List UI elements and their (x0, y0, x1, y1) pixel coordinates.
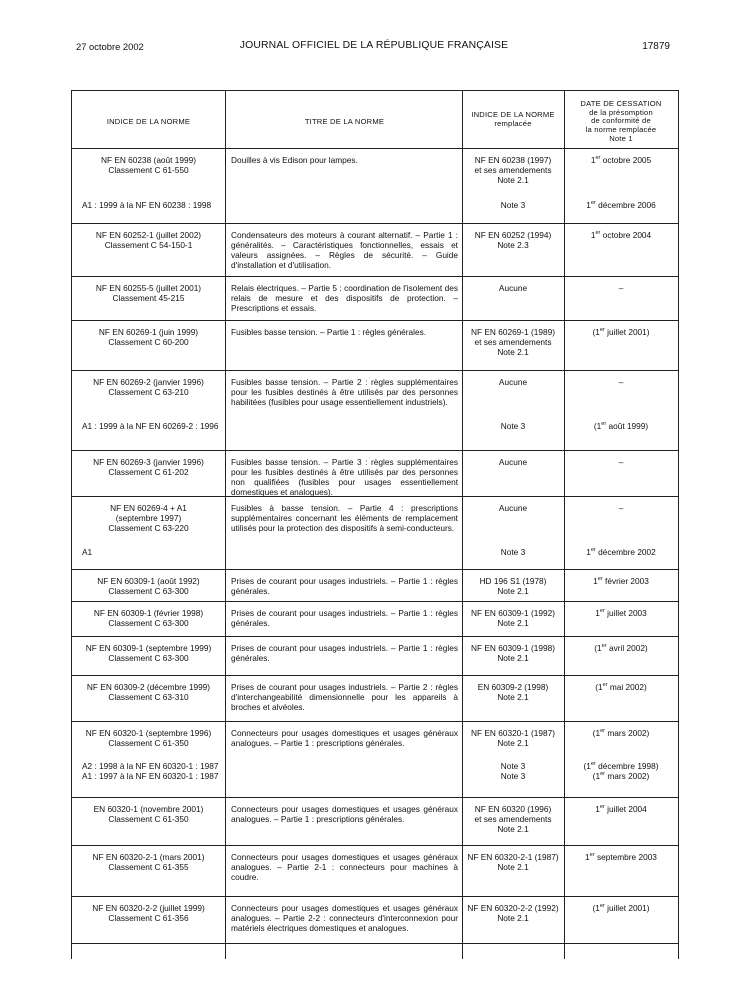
column-header-remplacee: INDICE DE LA NORME remplacée (471, 110, 555, 128)
amendement-date: 1er décembre 2006 (586, 200, 656, 210)
norme-remplacee: Aucune (498, 503, 528, 513)
norme-indice: NF EN 60269-4 + A1 (septembre 1997) Classement C 63-220 (108, 503, 189, 533)
norme-remplacee: NF EN 60320-2-1 (1987) Note 2.1 (467, 852, 559, 872)
row-separator (72, 320, 678, 321)
row-separator (72, 896, 678, 897)
norme-titre: Condensateurs des moteurs à courant alternatif. – Partie 1 : généralités. – Caractéristiques fonctionnelles, essais et valeurs assignées. – Règles de sécurité. – Guide d'installation et d'utilisation. (231, 230, 458, 270)
row-separator (72, 601, 678, 602)
standards-table (71, 90, 679, 959)
norme-titre: Fusibles basse tension. – Partie 3 : règles supplémentaires pour les fusibles destinés à être utilisés par des personnes non qualifiées (fusibles pour usages essentiellement domestiques et analogues). (231, 457, 458, 497)
norme-indice: NF EN 60309-1 (septembre 1999) Classement C 63-300 (85, 643, 212, 663)
norme-indice: NF EN 60309-1 (août 1992) Classement C 63-300 (97, 576, 200, 596)
norme-indice: NF EN 60269-3 (janvier 1996) Classement C 61-202 (93, 457, 204, 477)
norme-indice: NF EN 60252-1 (juillet 2002) Classement C 54-150-1 (95, 230, 202, 250)
amendement-note: Note 3 (500, 547, 526, 557)
norme-remplacee: NF EN 60320 (1996) et ses amendements Note 2.1 (474, 804, 552, 834)
norme-titre: Prises de courant pour usages industriels. – Partie 1 : règles générales. (231, 608, 458, 628)
norme-remplacee: NF EN 60320-1 (1987) Note 2.1 (471, 728, 555, 748)
amendement-note: Note 3 (500, 421, 526, 431)
column-header-titre: TITRE DE LA NORME (304, 117, 385, 126)
date-cessation: – (618, 457, 624, 467)
row-separator (72, 943, 678, 944)
norme-titre: Fusibles basse tension. – Partie 2 : règles supplémentaires pour les fusibles destinés à être utilisés par des personnes habilitées (fusibles pour usage essentiellement industriels). (231, 377, 458, 407)
norme-indice: NF EN 60309-1 (février 1998) Classement C 63-300 (93, 608, 204, 628)
date-cessation: 1er septembre 2003 (585, 852, 657, 862)
row-separator (72, 721, 678, 722)
journal-title: JOURNAL OFFICIEL DE LA RÉPUBLIQUE FRANÇAISE (239, 40, 509, 51)
amendement-note: Note 3 Note 3 (500, 761, 526, 781)
norme-titre: Relais électriques. – Partie 5 : coordination de l'isolement des relais de mesure et des dispositifs de protection. – Prescriptions et essais. (231, 283, 458, 313)
amendement-date: 1er décembre 2002 (586, 547, 656, 557)
date-cessation: (1er mai 2002) (595, 682, 647, 692)
date-cessation: 1er octobre 2005 (590, 155, 652, 165)
row-separator (72, 845, 678, 846)
amendement-indice: A2 : 1998 à la NF EN 60320-1 : 1987 A1 : 1997 à la NF EN 60320-1 : 1987 (82, 761, 219, 781)
norme-titre: Douilles à vis Edison pour lampes. (231, 155, 358, 165)
norme-titre: Prises de courant pour usages industriels. – Partie 2 : règles d'interchangeabilité dimensionnelle pour les appareils à broches et alvéoles. (231, 682, 458, 712)
row-separator (72, 450, 678, 451)
amendement-note: Note 3 (500, 200, 526, 210)
norme-indice: NF EN 60238 (août 1999) Classement C 61-550 (100, 155, 196, 175)
date-cessation: – (618, 377, 624, 387)
norme-remplacee: Aucune (498, 377, 528, 387)
amendement-date: (1er décembre 1998) (1er mars 2002) (583, 761, 659, 781)
row-separator (72, 223, 678, 224)
norme-titre: Connecteurs pour usages domestiques et usages généraux analogues. – Partie 1 : prescriptions générales. (231, 804, 458, 824)
norme-remplacee: NF EN 60252 (1994) Note 2.3 (474, 230, 552, 250)
norme-remplacee: NF EN 60309-1 (1992) Note 2.1 (471, 608, 555, 628)
date-cessation: 1er juillet 2003 (595, 608, 647, 618)
row-separator (72, 675, 678, 676)
amendement-indice: A1 : 1999 à la NF EN 60269-2 : 1996 (82, 421, 219, 431)
norme-indice: NF EN 60320-2-1 (mars 2001) Classement C 61-355 (92, 852, 205, 872)
date-cessation: 1er février 2003 (593, 576, 649, 586)
date-cessation: (1er juillet 2001) (592, 903, 650, 913)
norme-remplacee: NF EN 60320-2-2 (1992) Note 2.1 (467, 903, 559, 923)
date-cessation: (1er avril 2002) (594, 643, 648, 653)
norme-titre: Connecteurs pour usages domestiques et usages généraux analogues. – Partie 2-1 : connecteurs pour machines à coudre. (231, 852, 458, 882)
norme-indice: NF EN 60269-2 (janvier 1996) Classement C 63-210 (93, 377, 204, 397)
row-separator (72, 370, 678, 371)
table-continuation (71, 955, 73, 961)
norme-indice: NF EN 60269-1 (juin 1999) Classement C 60-200 (98, 327, 199, 347)
norme-remplacee: HD 196 S1 (1978) Note 2.1 (479, 576, 547, 596)
norme-remplacee: Aucune (498, 457, 528, 467)
norme-titre: Prises de courant pour usages industriels. – Partie 1 : règles générales. (231, 643, 458, 663)
date-cessation: 1er octobre 2004 (590, 230, 652, 240)
header-date: 27 octobre 2002 (76, 41, 144, 52)
row-separator (72, 797, 678, 798)
row-separator (72, 276, 678, 277)
norme-remplacee: NF EN 60309-1 (1998) Note 2.1 (471, 643, 555, 663)
column-header-indice: INDICE DE LA NORME (106, 117, 191, 126)
date-cessation: – (618, 503, 624, 513)
norme-remplacee: EN 60309-2 (1998) Note 2.1 (477, 682, 549, 702)
norme-indice: NF EN 60320-2-2 (juillet 1999) Classement C 61-356 (92, 903, 205, 923)
date-cessation: (1er juillet 2001) (592, 327, 650, 337)
amendement-indice: A1 (82, 547, 93, 557)
column-divider (564, 91, 565, 959)
date-cessation: – (618, 283, 624, 293)
norme-indice: NF EN 60309-2 (décembre 1999) Classement C 63-310 (86, 682, 211, 702)
norme-titre: Connecteurs pour usages domestiques et usages généraux analogues. – Partie 1 : prescriptions générales. (231, 728, 458, 748)
norme-indice: NF EN 60255-5 (juillet 2001) Classement 45-215 (95, 283, 202, 303)
norme-indice: EN 60320-1 (novembre 2001) Classement C 61-350 (93, 804, 204, 824)
norme-remplacee: Aucune (498, 283, 528, 293)
norme-titre: Prises de courant pour usages industriels. – Partie 1 : règles générales. (231, 576, 458, 596)
norme-titre: Fusibles à basse tension. – Partie 4 : prescriptions supplémentaires concernant les éléments de remplacement utilisés pour la protection des dispositifs à semi-conducteurs. (231, 503, 458, 533)
column-header-date-cessation: DATE DE CESSATION de la présomption de conformité de la norme remplacée Note 1 (580, 99, 662, 143)
date-cessation: (1er mars 2002) (592, 728, 650, 738)
norme-indice: NF EN 60320-1 (septembre 1996) Classement C 61-350 (85, 728, 212, 748)
norme-titre: Connecteurs pour usages domestiques et usages généraux analogues. – Partie 2-2 : connecteurs d'interconnexion pour matériels électriques domestiques et analogues. (231, 903, 458, 933)
amendement-date: (1er août 1999) (593, 421, 649, 431)
norme-remplacee: NF EN 60238 (1997) et ses amendements Note 2.1 (474, 155, 552, 185)
row-separator (72, 148, 678, 149)
page-number: 17879 (642, 41, 670, 52)
norme-titre: Fusibles basse tension. – Partie 1 : règles générales. (231, 327, 427, 337)
row-separator (72, 569, 678, 570)
date-cessation: 1er juillet 2004 (595, 804, 647, 814)
norme-remplacee: NF EN 60269-1 (1989) et ses amendements Note 2.1 (471, 327, 555, 357)
row-separator (72, 636, 678, 637)
amendement-indice: A1 : 1999 à la NF EN 60238 : 1998 (82, 200, 212, 210)
